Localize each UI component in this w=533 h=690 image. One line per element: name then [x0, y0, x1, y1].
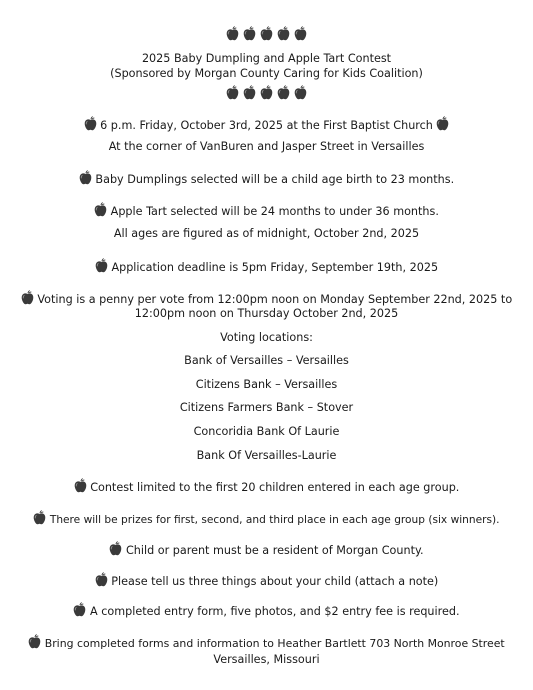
apple-icon	[73, 602, 86, 617]
ages-figured-text: All ages are figured as of midnight, October 2nd, 2025	[113, 227, 420, 240]
entry-form-line	[0, 602, 533, 619]
location-text: At the corner of VanBuren and Jasper Street in Versailles	[108, 140, 425, 153]
location-item: Citizens Farmers Bank – Stover	[179, 401, 354, 414]
apple-icon	[260, 85, 273, 100]
voting-text-2: 12:00pm noon on Thursday October 2nd, 2025	[134, 307, 399, 320]
voting-line-1	[0, 290, 533, 307]
apple-icon	[294, 26, 307, 41]
location-item: Bank of Versailles – Versailles	[184, 354, 349, 367]
deadline-line	[0, 258, 533, 275]
bring-line-2	[0, 652, 533, 667]
apple-tart-text: Apple Tart selected will be 24 months to under 36 months.	[110, 205, 439, 218]
resident-text: Child or parent must be a resident of Morgan County.	[126, 544, 424, 557]
apple-tart-line	[0, 202, 533, 219]
voting-locations-heading	[0, 330, 533, 345]
apple-icon	[33, 510, 46, 525]
apple-icon	[243, 85, 256, 100]
location-item: Bank Of Versailles-Laurie	[196, 449, 337, 462]
baby-dumplings-text: Baby Dumplings selected will be a child age birth to 23 months.	[95, 173, 455, 186]
baby-dumplings-line	[0, 170, 533, 187]
apple-icon	[94, 202, 107, 217]
title-line-1	[0, 51, 533, 66]
location-item: Concoridia Bank Of Laurie	[193, 425, 340, 438]
apple-icon	[95, 572, 108, 587]
apple-icon	[95, 258, 108, 273]
bottom-apple-row	[0, 83, 533, 102]
bring-text-1: Bring completed forms and information to Heather Bartlett 703 North Monroe Street	[44, 637, 505, 650]
apple-icon	[74, 478, 87, 493]
apple-icon	[109, 541, 122, 556]
apple-icon	[260, 26, 273, 41]
bring-text-2: Versailles, Missouri	[213, 653, 320, 666]
voting-location-2	[0, 377, 533, 392]
location-line	[0, 139, 533, 154]
entry-form-text: A completed entry form, five photos, and $2 entry fee is required.	[90, 605, 460, 618]
voting-location-4	[0, 424, 533, 439]
prizes-line	[0, 510, 533, 528]
apple-icon	[277, 85, 290, 100]
resident-line	[0, 541, 533, 558]
three-things-line	[0, 572, 533, 589]
event-time-text: 6 p.m. Friday, October 3rd, 2025 at the First Baptist Church	[100, 119, 433, 132]
bring-line-1	[0, 634, 533, 651]
top-apple-row	[0, 24, 533, 43]
voting-location-5	[0, 448, 533, 463]
apple-icon	[294, 85, 307, 100]
location-item: Citizens Bank – Versailles	[195, 378, 338, 391]
apple-icon	[84, 116, 97, 131]
voting-locations-text: Voting locations:	[220, 331, 313, 344]
voting-text-1: Voting is a penny per vote from 12:00pm noon on Monday September 22nd, 2025 to	[37, 293, 513, 306]
limit-text: Contest limited to the first 20 children entered in each age group.	[90, 481, 460, 494]
page-title: 2025 Baby Dumpling and Apple Tart Contest	[141, 52, 392, 65]
apple-icon	[436, 116, 449, 131]
title-line-2	[0, 66, 533, 81]
apple-icon	[79, 170, 92, 185]
three-things-text: Please tell us three things about your child (attach a note)	[111, 575, 439, 588]
apple-icon	[21, 290, 34, 305]
limit-line	[0, 478, 533, 495]
deadline-text: Application deadline is 5pm Friday, September 19th, 2025	[111, 261, 439, 274]
voting-location-1	[0, 353, 533, 368]
apple-icon	[226, 85, 239, 100]
voting-location-3	[0, 400, 533, 415]
sponsor-line: (Sponsored by Morgan County Caring for Kids Coalition)	[110, 67, 423, 80]
apple-icon	[277, 26, 290, 41]
prizes-text: There will be prizes for first, second, and third place in each age group (six winners).	[49, 514, 500, 526]
apple-icon	[28, 634, 41, 649]
event-time-line	[0, 116, 533, 133]
ages-figured-line	[0, 226, 533, 241]
apple-icon	[243, 26, 256, 41]
voting-line-2	[0, 306, 533, 321]
apple-icon	[226, 26, 239, 41]
